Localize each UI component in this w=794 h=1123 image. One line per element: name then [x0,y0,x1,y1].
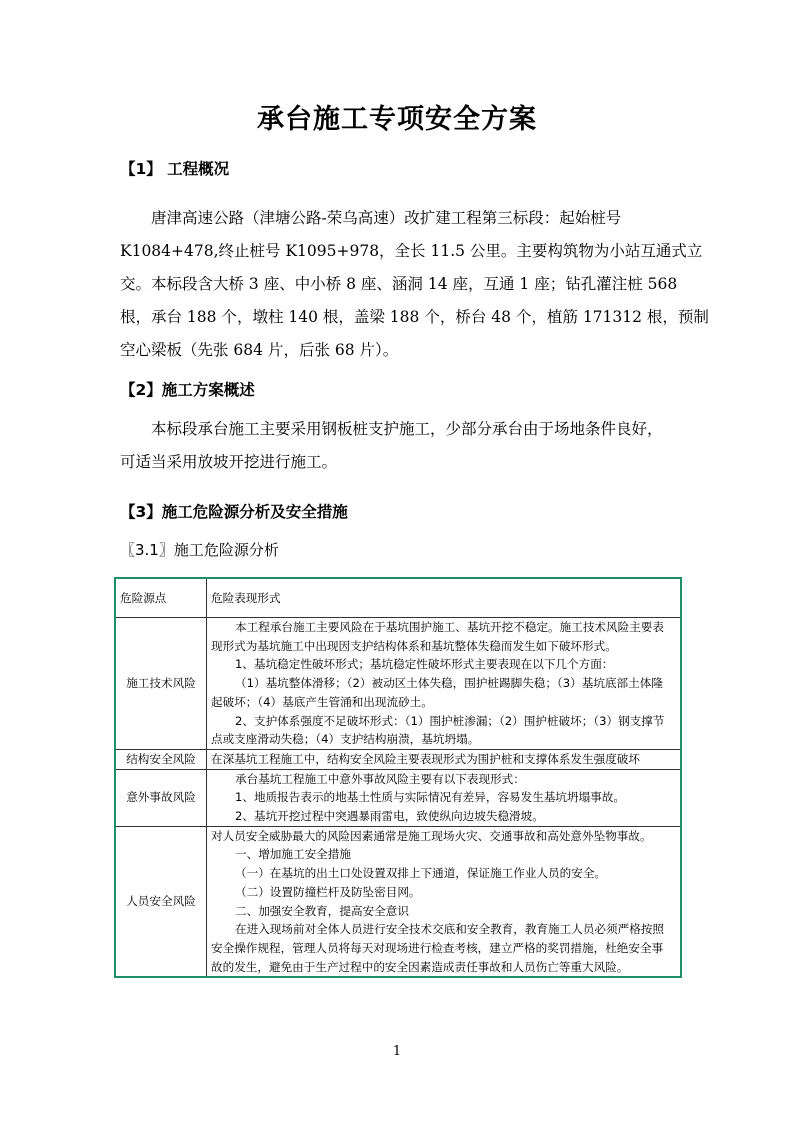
section-1-line: 根，承台 188 个，墩柱 140 根，盖梁 188 个，桥台 48 个，植筋 171312 根，预制 [120,308,709,326]
header-hazard-form: 危险表现形式 [207,578,682,618]
row-line: （1）基坑整体滑移；（2）被动区土体失稳，围护桩踢脚失稳；（3）基坑底部土体隆 [235,676,663,691]
row-label: 意外事故风险 [115,769,207,826]
section-1-body [120,202,709,367]
row-line: 在深基坑工程施工中，结构安全风险主要表现形式为围护桩和支撑体系发生强度破坏 [211,751,640,766]
section-1-line: 唐津高速公路（津塘公路-荣乌高速）改扩建工程第三标段：起始桩号 [151,209,622,227]
table-row [115,826,681,977]
section-2-heading: 【2】施工方案概述 [120,381,255,399]
row-label: 施工技术风险 [115,618,207,750]
row-label: 结构安全风险 [115,749,207,769]
section-3-1-heading: 〖3.1〗施工危险源分析 [120,541,279,559]
row-line: 2、支护体系强度不足破坏形式：（1）围护桩渗漏；（2）围护桩破坏；（3）钢支撑节 [235,713,665,728]
row-line: 点或支座滑动失稳；（4）支护结构崩溃，基坑坍塌。 [211,732,480,747]
row-content [207,749,682,769]
section-2-body [120,413,676,479]
table-row [115,618,681,750]
row-line: 本工程承台施工主要风险在于基坑围护施工、基坑开挖不稳定。施工技术风险主要表 [235,620,664,634]
section-1-heading: 【1】 工程概况 [120,160,230,178]
row-line: 起破坏；（4）基底产生管涌和出现流砂土。 [211,694,433,709]
header-hazard-point: 危险源点 [115,578,207,618]
row-line: 1、地质报告表示的地基土性质与实际情况有差异，容易发生基坑坍塌事故。 [235,790,625,805]
row-line: 2、基坑开挖过程中突遇暴雨雷电，致使纵向边坡失稳滑坡。 [235,809,544,824]
table-row [115,749,681,769]
row-line: 在进入现场前对全体人员进行安全技术交底和安全教育，教育施工人员必须严格按照 [235,922,664,937]
section-2-line: 本标段承台施工主要采用钢板桩支护施工，少部分承台由于场地条件良好， [151,420,663,438]
table-header-row [115,578,681,618]
section-3-heading: 【3】施工危险源分析及安全措施 [120,503,348,521]
row-content [207,618,682,750]
section-1-line: 空心梁板（先张 684 片，后张 68 片）。 [120,341,399,359]
row-content [207,826,682,977]
row-label: 人员安全风险 [115,826,207,977]
row-line: 二、加强安全教育，提高安全意识 [235,903,409,918]
row-line: 对人员安全威胁最大的风险因素通常是施工现场火灾、交通事故和高处意外坠物事故。 [211,828,652,843]
section-2-line: 可适当采用放坡开挖进行施工。 [120,453,338,471]
page-number: 1 [392,1044,402,1059]
row-line: 一、增加施工安全措施 [235,847,351,862]
hazard-table [114,577,682,978]
row-line: 安全操作规程，管理人员将每天对现场进行检查考核，建立严格的奖罚措施，杜绝安全事 [211,940,664,955]
row-line: （二）设置防撞栏杆及防坠密目网。 [235,884,421,899]
row-content [207,769,682,826]
row-line: 故的发生，避免由于生产过程中的安全因素造成责任事故和人员伤亡等重大风险。 [211,959,629,974]
section-1-line: K1084+478,终止桩号 K1095+978，全长 11.5 公里。主要构筑物为小站互通式立 [120,242,703,260]
section-1-line: 交。本标段含大桥 3 座、中小桥 8 座、涵洞 14 座，互通 1 座；钻孔灌注桩 568 [120,275,678,293]
document-title: 承台施工专项安全方案 [257,104,537,135]
table-row [115,769,681,826]
row-line: 1、基坑稳定性破坏形式；基坑稳定性破坏形式主要表现在以下几个方面： [235,657,614,672]
row-line: （一）在基坑的出土口处设置双排上下通道，保证施工作业人员的安全。 [235,866,607,881]
row-line: 承台基坑工程施工中意外事故风险主要有以下表现形式： [235,771,525,786]
row-line: 现形式为基坑施工中出现因支护结构体系和基坑整体失稳而发生如下破坏形式。 [211,638,617,653]
